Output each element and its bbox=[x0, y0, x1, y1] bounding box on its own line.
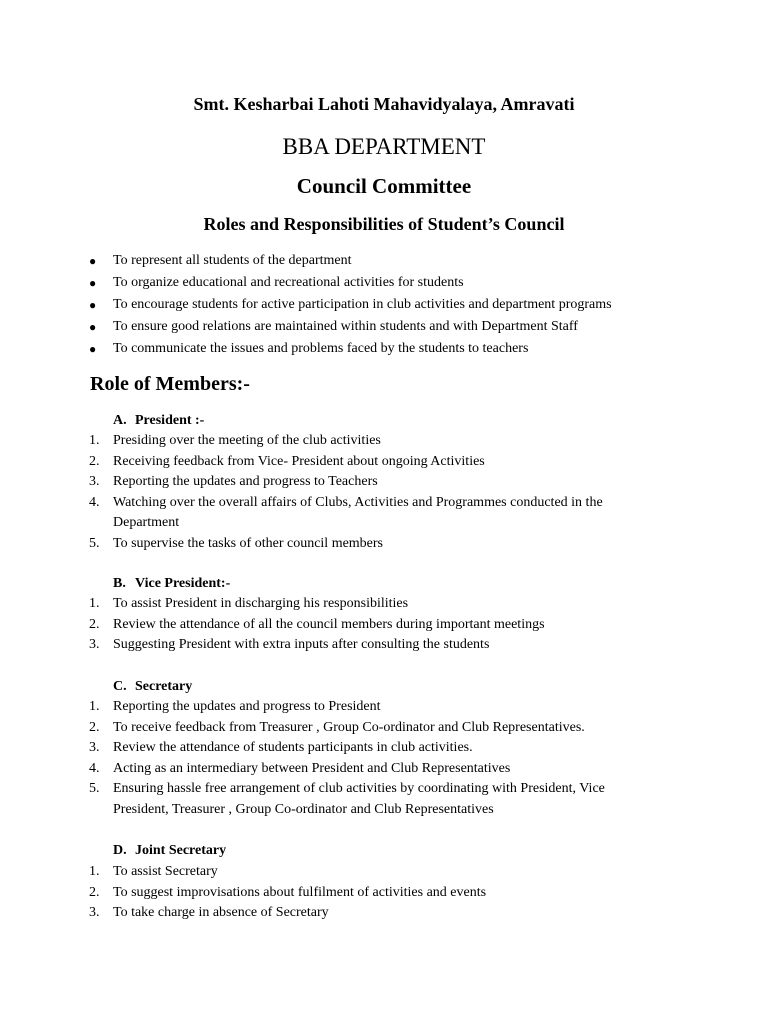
list-item: 1. Presiding over the meeting of the club activities bbox=[89, 433, 381, 448]
role-heading-joint-secretary: D. Joint Secretary bbox=[113, 843, 227, 858]
list-item: 1. Reporting the updates and progress to President bbox=[89, 699, 381, 714]
joint-secretary-duties-list bbox=[0, 862, 768, 924]
list-item: 2. Review the attendance of all the council members during important meetings bbox=[89, 616, 545, 632]
list-item: 5. Ensuring hassle free arrangement of club activities by coordinating with President, Vice President, Treasurer , Group Co-ordinator and Club Representatives bbox=[89, 781, 605, 817]
role-heading-president: A. President :- bbox=[113, 413, 205, 428]
list-item: ● To communicate the issues and problems faced by the students to teachers bbox=[0, 338, 768, 360]
members-section-title: Role of Members:- bbox=[90, 373, 250, 395]
bullet-icon: ● bbox=[89, 254, 97, 268]
bullet-icon: ● bbox=[89, 298, 97, 312]
college-name: Smt. Kesharbai Lahoti Mahavidyalaya, Amravati bbox=[193, 94, 575, 114]
committee-title: Council Committee bbox=[296, 174, 472, 198]
secretary-duties-list bbox=[0, 697, 768, 820]
department-title: BBA DEPARTMENT bbox=[282, 134, 486, 159]
list-item: 3. To take charge in absence of Secretary bbox=[89, 905, 329, 920]
list-item: 4. Acting as an intermediary between President and Club Representatives bbox=[89, 760, 511, 776]
roles-title: Roles and Responsibilities of Student’s Council bbox=[203, 214, 565, 234]
role-heading-vice-president: B. Vice President:- bbox=[113, 576, 231, 591]
president-duties-list bbox=[0, 431, 768, 554]
list-item: 2. To receive feedback from Treasurer , Group Co-ordinator and Club Representatives. bbox=[89, 719, 585, 735]
list-item: 1. To assist President in discharging his responsibilities bbox=[89, 596, 409, 611]
list-item: 2. Receiving feedback from Vice- President about ongoing Activities bbox=[89, 453, 485, 469]
list-item: 2. To suggest improvisations about fulfilment of activities and events bbox=[89, 884, 487, 900]
list-item: 3. Reporting the updates and progress to Teachers bbox=[89, 474, 378, 489]
bullet-icon: ● bbox=[89, 320, 97, 334]
list-item: 3. Suggesting President with extra inputs after consulting the students bbox=[89, 637, 490, 652]
list-item: 4. Watching over the overall affairs of Clubs, Activities and Programmes conducted in the Department bbox=[89, 494, 603, 530]
list-item: 3. Review the attendance of students participants in club activities. bbox=[89, 740, 473, 755]
bullet-icon: ● bbox=[89, 276, 97, 290]
list-item: ● To organize educational and recreational activities for students bbox=[0, 272, 768, 294]
role-heading-secretary: C. Secretary bbox=[113, 679, 193, 694]
list-item: ● To encourage students for active participation in club activities and department programs bbox=[0, 294, 768, 316]
list-item: ● To ensure good relations are maintained within students and with Department Staff bbox=[0, 316, 768, 338]
responsibilities-list bbox=[0, 250, 768, 360]
vice-president-duties-list bbox=[0, 594, 768, 656]
list-item: 5. To supervise the tasks of other council members bbox=[89, 535, 384, 551]
list-item: 1. To assist Secretary bbox=[89, 864, 218, 879]
bullet-icon: ● bbox=[89, 342, 97, 356]
list-item: ● To represent all students of the department bbox=[0, 250, 768, 272]
